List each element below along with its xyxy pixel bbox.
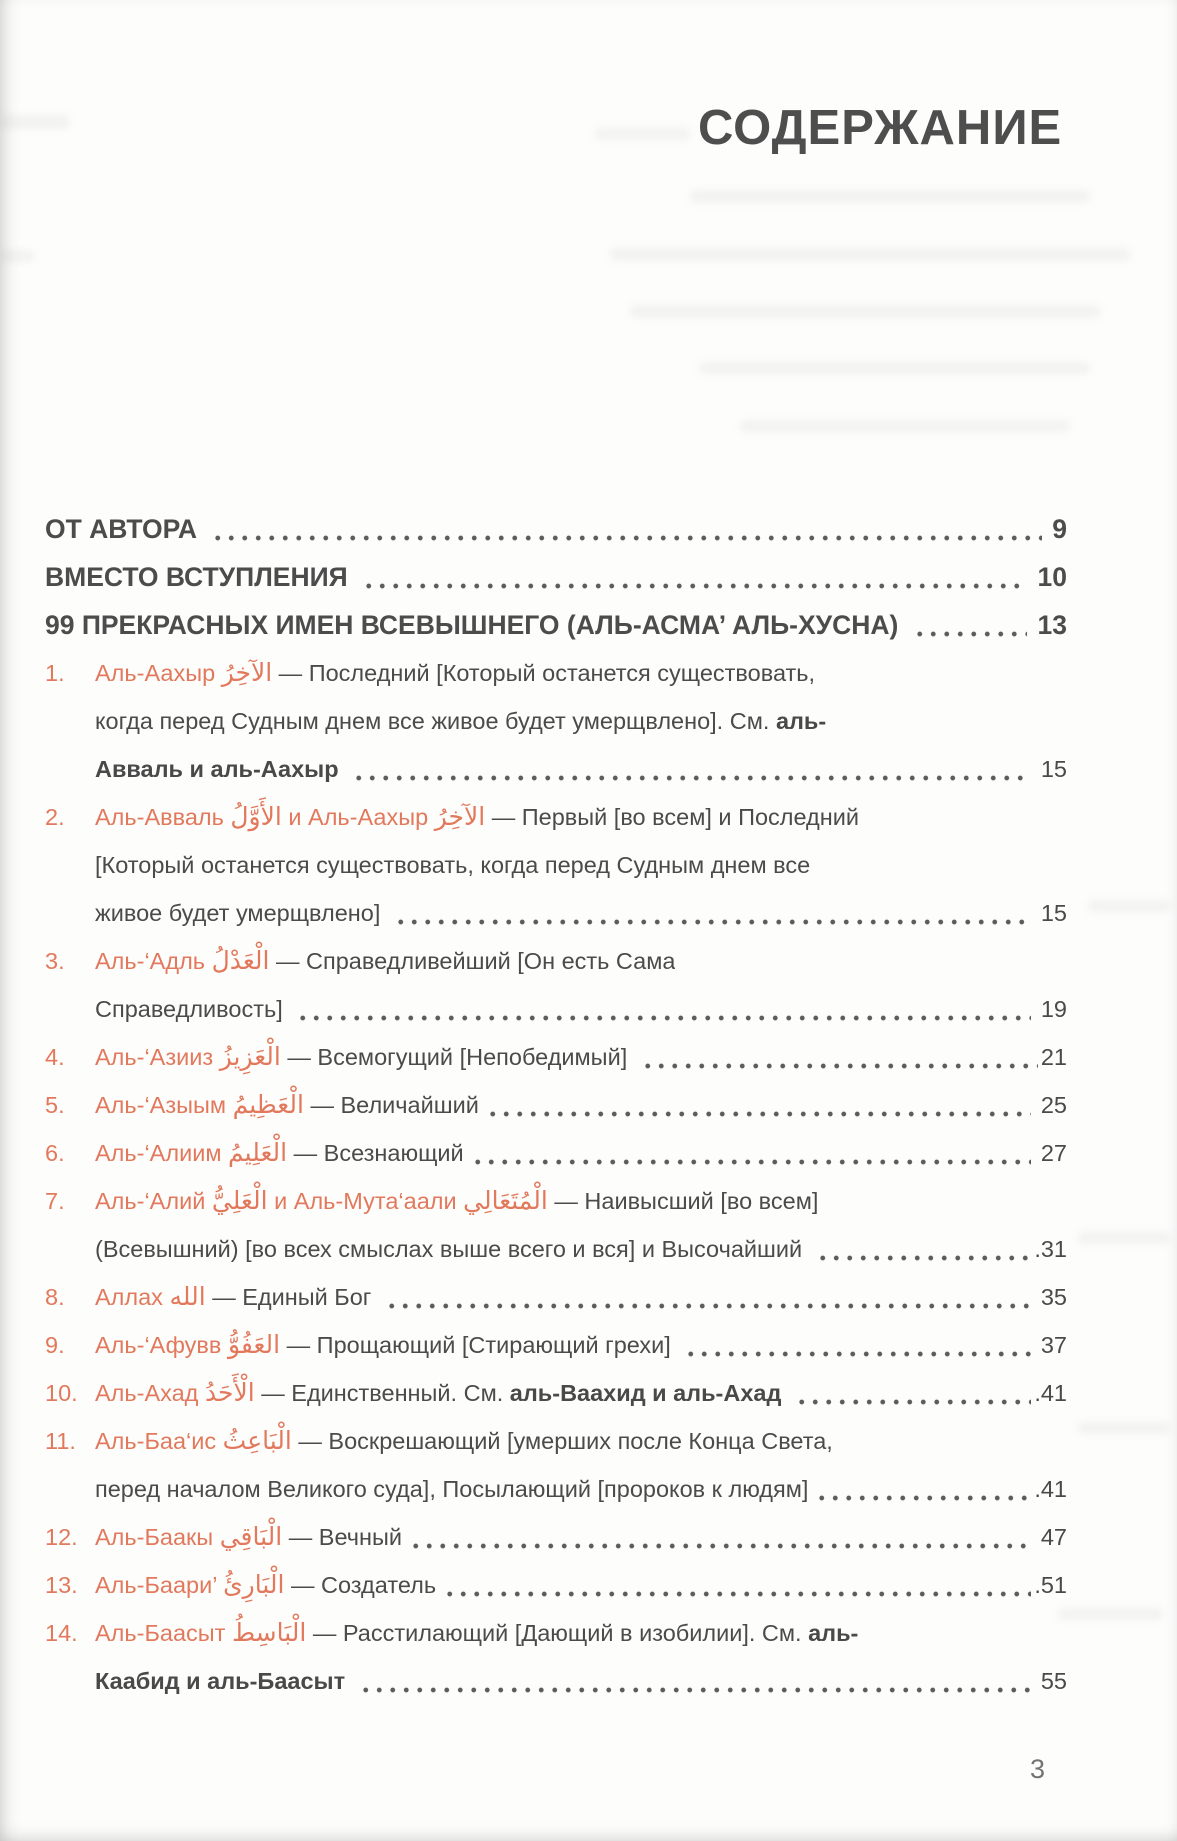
entry-number: 7. [45, 1188, 65, 1214]
dotted-leader [684, 1321, 1031, 1369]
text-segment: живое будет умерщвлено] [95, 900, 387, 926]
page-title: СОДЕРЖАНИЕ [698, 101, 1063, 155]
dotted-leader [913, 601, 1027, 649]
entry-number: 14. [45, 1620, 78, 1646]
dotted-leader [443, 1561, 1031, 1609]
entry-page-number: 21 [1040, 1044, 1067, 1070]
entry-page-number: 25 [1034, 1092, 1067, 1118]
text-segment: 99 ПРЕКРАСНЫХ ИМЕН ВСЕВЫШНЕГО (АЛЬ-АСМА’ АЛЬ-ХУСНА) [45, 610, 906, 640]
text-segment: Аль-Баа‘ис [95, 1428, 223, 1454]
text-segment: — Всемогущий [Непобедимый] [280, 1044, 634, 1070]
text-segment: Аль-‘Азыым [95, 1092, 233, 1118]
text-segment: — Последний [Который останется существовать, [272, 660, 816, 686]
dotted-leader [352, 745, 1031, 793]
text-segment: Аллах [95, 1284, 170, 1310]
bleedthrough-artifact [630, 305, 1100, 318]
text-segment: Аль-Баари’ [95, 1572, 224, 1598]
toc-header-row [45, 601, 1067, 649]
text-segment: перед началом Великого суда], Посылающий [пророков к людям] [95, 1476, 809, 1502]
entry-number: 3. [45, 948, 65, 974]
text-segment: الله [169, 1282, 206, 1311]
dotted-leader [486, 1081, 1031, 1129]
text-segment: Аль-Аахыр [95, 660, 222, 686]
toc-entry-row [45, 1369, 1067, 1417]
dotted-leader [394, 889, 1031, 937]
entry-page-number: .41 [1034, 1476, 1067, 1502]
entry-page-number: 15 [1034, 900, 1067, 926]
toc-entry-row [45, 793, 1067, 841]
toc-entry-row [45, 1321, 1067, 1369]
text-segment: — Расстилающий [Дающий в изобилии]. См. [306, 1620, 809, 1646]
entry-text [95, 1657, 352, 1705]
entry-number: 5. [45, 1092, 65, 1118]
toc-entry-row [45, 649, 1067, 697]
entry-page-number: 13 [1030, 610, 1067, 640]
text-segment: [Который останется существовать, когда перед Судным днем все [95, 852, 811, 878]
entry-text [95, 1129, 464, 1177]
text-segment: — Справедливейший [Он есть Сама [269, 948, 676, 974]
text-segment: الْأَحَدُ [204, 1378, 255, 1407]
text-segment: — Первый [во всем] и Последний [485, 804, 859, 830]
text-segment: ВМЕСТО ВСТУПЛЕНИЯ [45, 562, 356, 592]
text-segment: الأَوَّلُ [230, 802, 282, 831]
toc-header-label [45, 505, 204, 553]
text-segment: الْعَدْلُ [211, 946, 270, 975]
entry-number: 8. [45, 1284, 65, 1310]
text-segment: Аль-‘Алий [95, 1188, 212, 1214]
entry-text [95, 889, 387, 937]
toc-header-row [45, 553, 1067, 601]
bleedthrough-artifact [1088, 900, 1170, 912]
text-segment: когда перед Судным днем все живое будет умерщвлено]. См. [95, 708, 776, 734]
text-segment: Аль-‘Азииз [95, 1044, 220, 1070]
entry-text [95, 1225, 809, 1273]
entry-page-number: 37 [1034, 1332, 1067, 1358]
toc-header-label [45, 553, 355, 601]
bleedthrough-artifact [0, 250, 34, 262]
entry-text [95, 1081, 479, 1129]
entry-text [95, 985, 289, 1033]
text-segment: ОТ АВТОРА [45, 514, 205, 544]
entry-page-number: 9 [1044, 514, 1067, 544]
dotted-leader [409, 1513, 1031, 1561]
entry-number: 10. [45, 1380, 78, 1406]
toc-header-row [45, 505, 1067, 553]
entry-text [95, 1609, 858, 1657]
entry-page-number: 47 [1034, 1524, 1067, 1550]
bleedthrough-artifact [610, 248, 1130, 261]
dotted-leader [211, 505, 1041, 553]
bleedthrough-artifact [690, 190, 1090, 203]
toc-entry-row [45, 1033, 1067, 1081]
text-segment: Аль-Авваль [95, 804, 231, 830]
text-segment: الْعَظِيمُ [232, 1090, 304, 1119]
text-segment: и Аль-Аахыр [281, 804, 435, 830]
dotted-leader [795, 1369, 1031, 1417]
dotted-leader [362, 553, 1027, 601]
entry-text [95, 841, 810, 889]
dotted-leader [816, 1225, 1032, 1273]
entry-text [95, 1369, 788, 1417]
text-segment: الْبَاقِي [219, 1522, 283, 1551]
dotted-leader [471, 1129, 1032, 1177]
toc-entry-row [45, 1081, 1067, 1129]
text-segment: Аль-‘Алиим [95, 1140, 229, 1166]
toc-header-label [45, 601, 906, 649]
text-segment: Справедливость] [95, 996, 290, 1022]
entry-text [95, 697, 826, 745]
text-segment: аль-Ваахид и аль-Ахад [509, 1380, 788, 1406]
text-segment: — Всезнающий [287, 1140, 464, 1166]
entry-number: 11. [45, 1428, 76, 1454]
entry-page-number: .51 [1034, 1572, 1067, 1598]
text-segment: الْبَارِئُ [223, 1570, 285, 1599]
text-segment: аль- [775, 708, 827, 734]
entry-text [95, 1465, 808, 1513]
entry-text [95, 649, 815, 697]
toc-entry-row [45, 985, 1067, 1033]
toc-entry-row [45, 1225, 1067, 1273]
text-segment: Каабид и аль-Баасыт [95, 1668, 352, 1694]
entry-page-number: 19 [1034, 996, 1067, 1022]
dotted-leader [385, 1273, 1031, 1321]
entry-page-number: 27 [1034, 1140, 1067, 1166]
entry-text [95, 1417, 833, 1465]
entry-page-number: .31 [1034, 1236, 1067, 1262]
bleedthrough-artifact [1078, 1232, 1170, 1244]
text-segment: — Вечный [282, 1524, 402, 1550]
text-segment: — Единственный. См. [254, 1380, 510, 1406]
text-segment: Аль-Баакы [95, 1524, 220, 1550]
entry-text [95, 1273, 378, 1321]
text-segment: الْعَلِيُّ [211, 1186, 268, 1215]
bleedthrough-artifact [700, 362, 1090, 374]
entry-number: 2. [45, 804, 65, 830]
text-segment: Авваль и аль-Аахыр [95, 756, 346, 782]
text-segment: — Единый Бог [205, 1284, 378, 1310]
bleedthrough-artifact [1058, 1608, 1163, 1620]
dotted-leader [296, 985, 1031, 1033]
toc-entry-row [45, 745, 1067, 793]
toc-entry-row [45, 1609, 1067, 1657]
text-segment: الْبَاعِثُ [222, 1426, 292, 1455]
entry-number: 6. [45, 1140, 65, 1166]
entry-page-number: 15 [1034, 756, 1067, 782]
entry-text [95, 1177, 818, 1225]
toc-entry-row [45, 1417, 1067, 1465]
toc-entry-row [45, 1513, 1067, 1561]
toc-entry-row [45, 1129, 1067, 1177]
toc-entry-row [45, 697, 1067, 745]
text-segment: — Величайший [303, 1092, 479, 1118]
bleedthrough-artifact [1078, 1422, 1170, 1434]
bleedthrough-artifact [0, 115, 70, 129]
entry-page-number: 55 [1034, 1668, 1067, 1694]
bleedthrough-artifact [595, 128, 690, 140]
toc-list [45, 505, 1067, 1705]
toc-entry-row [45, 1177, 1067, 1225]
toc-entry-row [45, 1465, 1067, 1513]
dotted-leader [641, 1033, 1038, 1081]
text-segment: الْمُتَعَالِي [463, 1186, 548, 1215]
text-segment: الْبَاسِطُ [231, 1618, 307, 1647]
text-segment: аль- [808, 1620, 859, 1646]
entry-text [95, 1321, 677, 1369]
entry-text [95, 793, 859, 841]
text-segment: العَفُوُّ [227, 1330, 281, 1359]
toc-entry-row [45, 1273, 1067, 1321]
entry-text [95, 937, 675, 985]
text-segment: — Наивысший [во всем] [547, 1188, 819, 1214]
text-segment: الآخِرُ [434, 802, 486, 831]
toc-entry-row [45, 889, 1067, 937]
entry-number: 1. [45, 660, 65, 686]
entry-page-number: .41 [1034, 1380, 1067, 1406]
entry-text [95, 745, 345, 793]
dotted-leader [359, 1657, 1032, 1705]
text-segment: Аль-‘Адль [95, 948, 212, 974]
entry-text [95, 1033, 634, 1081]
entry-text [95, 1561, 436, 1609]
entry-number: 12. [45, 1524, 78, 1550]
footer-page-number: 3 [1030, 1754, 1046, 1784]
text-segment: الْعَلِيمُ [228, 1138, 288, 1167]
text-segment: Аль-Ахад [95, 1380, 205, 1406]
text-segment: الآخِرُ [221, 658, 273, 687]
text-segment: — Воскрешающий [умерших после Конца Света, [291, 1428, 833, 1454]
text-segment: Аль-Баасыт [95, 1620, 232, 1646]
entry-page-number: 35 [1034, 1284, 1067, 1310]
entry-page-number: 10 [1030, 562, 1067, 592]
toc-entry-row [45, 1561, 1067, 1609]
bleedthrough-artifact [740, 420, 1070, 432]
text-segment: الْعَزِيزُ [219, 1042, 281, 1071]
text-segment: (Всевышний) [во всех смыслах выше всего и вся] и Высочайший [95, 1236, 809, 1262]
dotted-leader [815, 1465, 1031, 1513]
text-segment: — Прощающий [Стирающий грехи] [280, 1332, 678, 1358]
toc-entry-row [45, 937, 1067, 985]
text-segment: Аль-‘Афувв [95, 1332, 228, 1358]
text-segment: и Аль-Мута‘аали [267, 1188, 464, 1214]
entry-number: 4. [45, 1044, 65, 1070]
entry-number: 13. [45, 1572, 78, 1598]
entry-text [95, 1513, 402, 1561]
toc-entry-row [45, 841, 1067, 889]
toc-entry-row [45, 1657, 1067, 1705]
text-segment: — Создатель [284, 1572, 437, 1598]
entry-number: 9. [45, 1332, 65, 1358]
